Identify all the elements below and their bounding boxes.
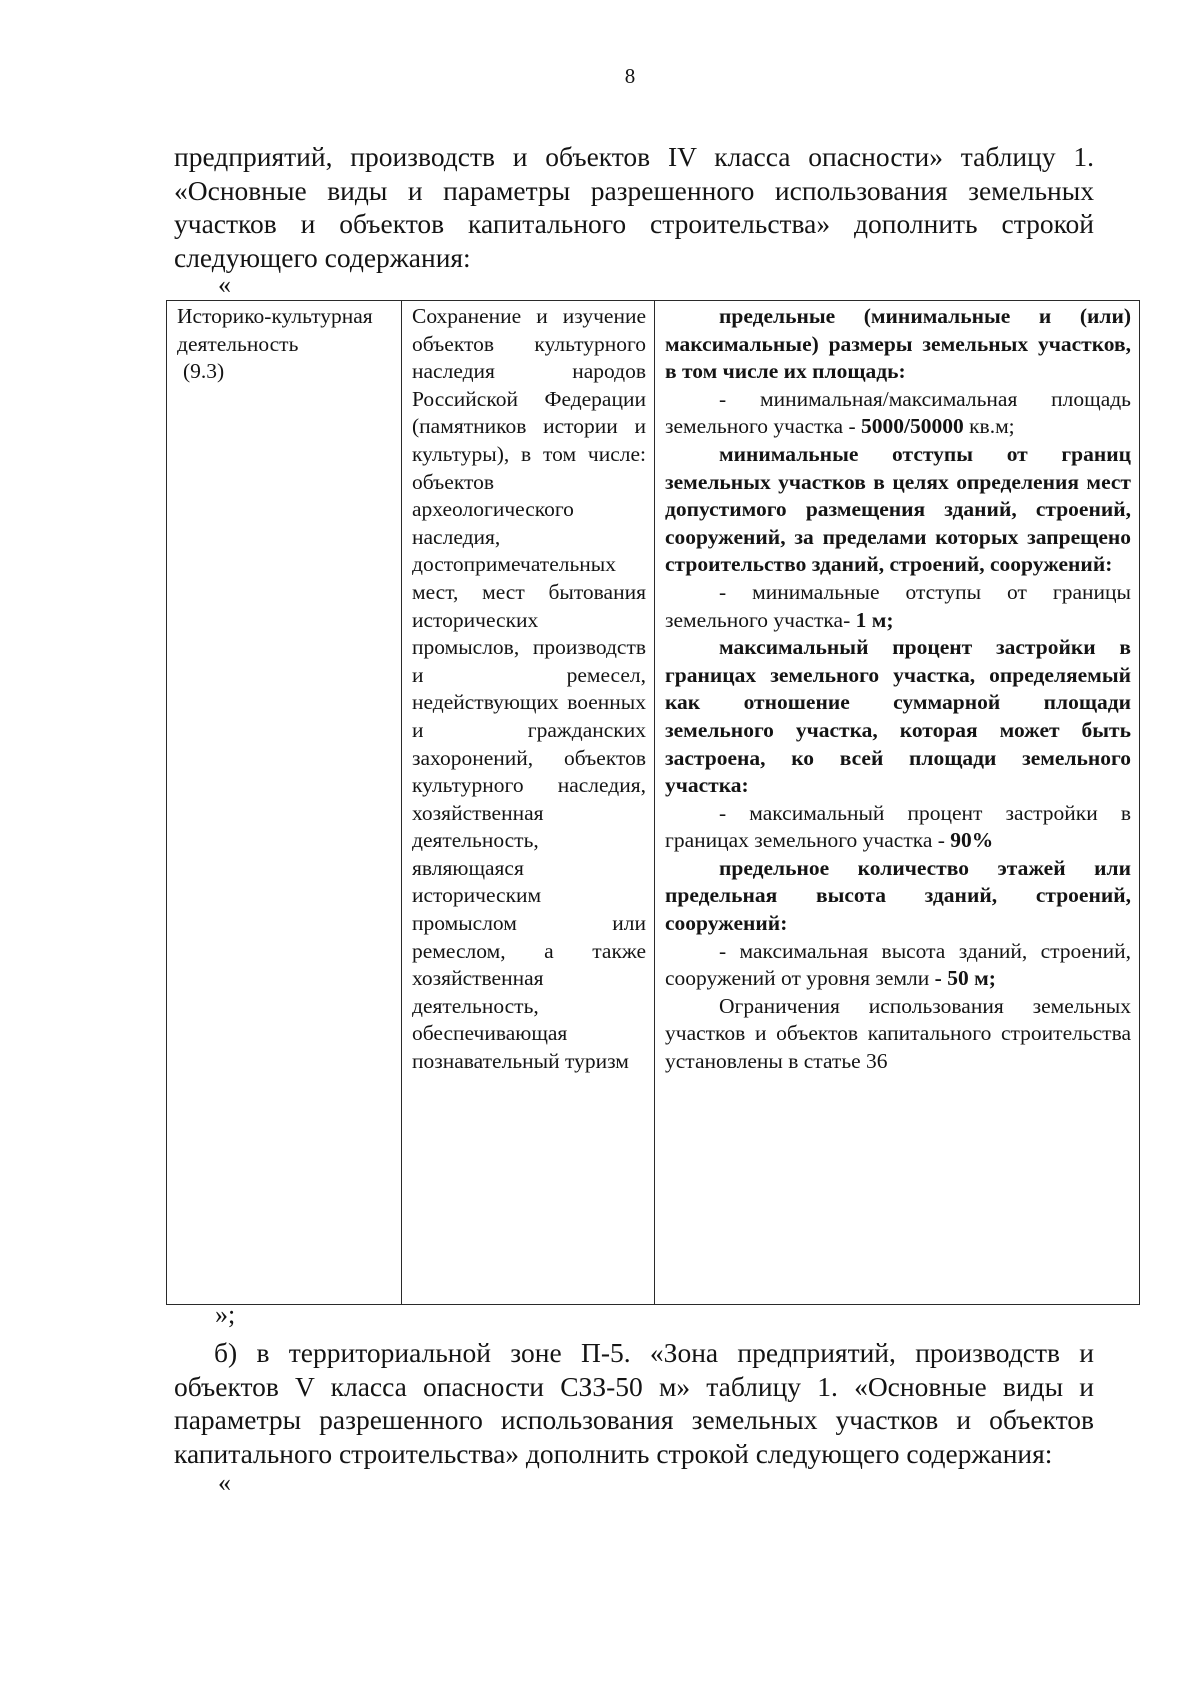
activity-name-cell [167,301,402,1305]
activity-description: Сохранение и изучение объектов культурного наследия народов Российской Федерации (памятников истории и культуры), в том числе: объектов археологического наследия, достопримечательных мест, мест бытования исторических промыслов, производств и ремесел, недействующих военных и гражданских захоронений, объектов культурного наследия, хозяйственная деятельность, являющаяся историческим промыслом или ремеслом, а также хозяйственная деятельность, обеспечивающая познавательный туризм [412,304,646,1074]
paragraph-b: б) в территориальной зоне П-5. «Зона предприятий, производств и объектов V класса опасности СЗЗ-50 м» таблицу 1. «Основные виды и параметры разрешенного использования земельных участков и объектов капитального строительства» дополнить строкой следующего содержания: [174,1337,1094,1469]
param-height-value: - 50 м; [934,966,996,991]
activity-code: (9.3) [183,359,225,384]
page-number: 8 [624,64,636,88]
land-use-table [166,300,1140,1305]
table-row [167,301,1140,1305]
closing-quote-mark: »; [215,1300,236,1329]
activity-description-cell [402,301,655,1305]
param-setback-heading: минимальные отступы от границ земельных участков в целях определения мест допустимого размещения зданий, строений, сооружений, за пределами которых запрещено строительство зданий, строений, сооружений: [665,441,1131,577]
param-setback-value: 1 м; [855,607,894,632]
opening-quote-mark: « [218,270,231,299]
param-height [665,938,1131,993]
param-plot-area-value: 5000/50000 [861,414,964,439]
param-setback-text: - минимальные отступы от границы земельного участка- [665,579,1131,632]
param-height-text: - максимальная высота зданий, строений, сооружений от уровня земли [665,938,1131,991]
param-coverage-heading: максимальный процент застройки в границах земельного участка, определяемый как отношение суммарной площади земельного участка, которая может быть застроена, ко всей площади земельного участка: [665,635,1131,798]
param-setback [665,579,1131,634]
param-plot-area-text: - минимальная/максимальная площадь земельного участка - [665,386,1131,439]
param-plot-size-heading: предельные (минимальные и (или) максимальные) размеры земельных участков, в том числе их площадь: [665,304,1131,384]
param-coverage-text: - максимальный процент застройки в границах земельного участка - [665,800,1131,853]
parameters-cell [655,301,1140,1305]
param-coverage [665,800,1131,855]
param-restrictions: Ограничения использования земельных участков и объектов капитального строительства установлены в статье 36 [665,993,1131,1074]
param-plot-area [665,386,1131,441]
param-plot-area-unit: кв.м; [963,414,1015,439]
param-height-heading: предельное количество этажей или предельная высота зданий, строений, сооружений: [665,855,1131,936]
activity-name: Историко-культурная деятельность [177,304,373,356]
param-coverage-value: 90% [950,828,994,853]
opening-quote-mark-2: « [218,1468,231,1497]
intro-paragraph: предприятий, производств и объектов IV класса опасности» таблицу 1. «Основные виды и параметры разрешенного использования земельных участков и объектов капитального строительства» дополнить строкой следующего содержания: [174,141,1094,273]
